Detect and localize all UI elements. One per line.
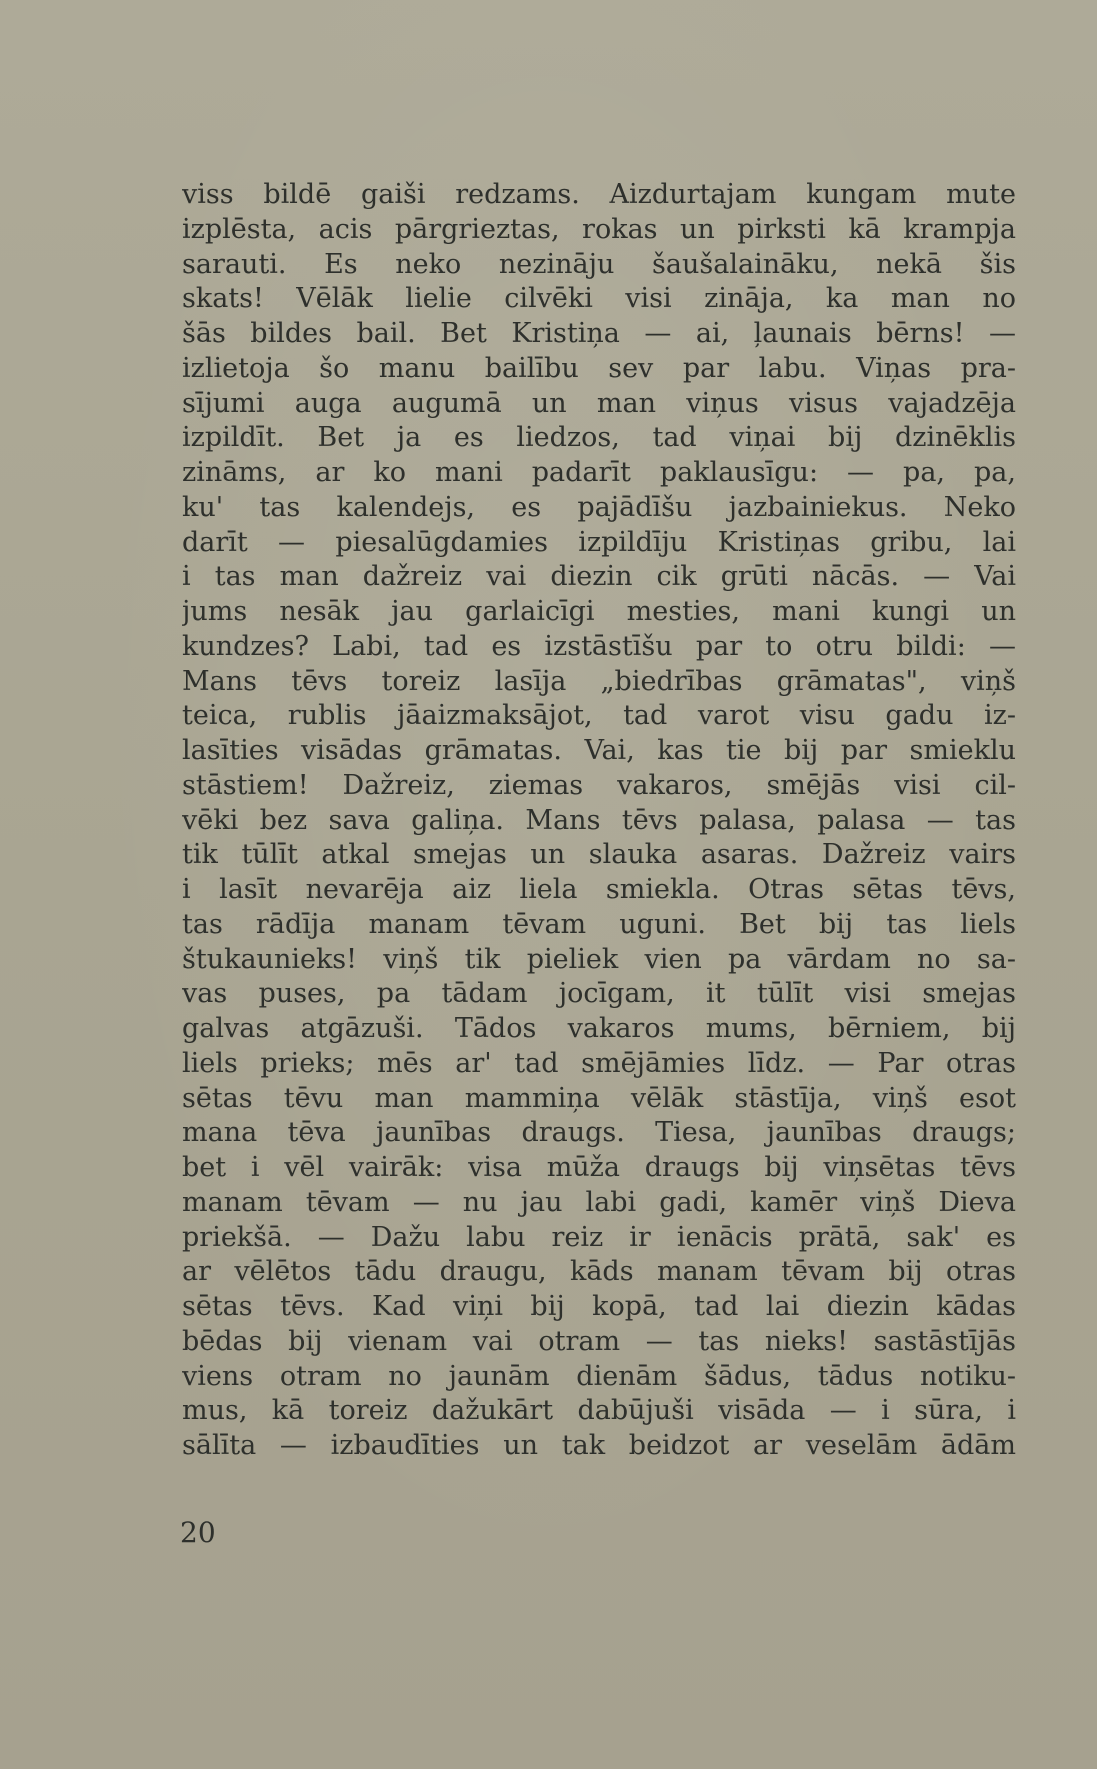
text-line: lasīties visādas grāmatas. Vai, kas tie bij par smieklu bbox=[182, 735, 1016, 766]
text-line: sētas tēvu man mammiņa vēlāk stāstīja, viņš esot bbox=[182, 1082, 1016, 1114]
text-line: teica, rublis jāaizmaksājot, tad varot visu gadu iz- bbox=[182, 700, 1016, 732]
text-line: liels prieks; mēs ar' tad smējāmies līdz. — Par otras bbox=[182, 1047, 1016, 1079]
text-line: izlietoja šo manu bailību sev par labu. Viņas pra- bbox=[182, 352, 1016, 384]
text-line: sālīta — izbaudīties un tak beidzot ar veselām ādām bbox=[182, 1430, 1016, 1461]
text-line: jums nesāk jau garlaicīgi mesties, mani kungi un bbox=[182, 596, 1016, 627]
text-line: šās bildes bail. Bet Kristiņa — ai, ļaunais bērns! — bbox=[182, 318, 1016, 349]
text-line: ar vēlētos tādu draugu, kāds manam tēvam bij otras bbox=[182, 1256, 1016, 1288]
text-line: štukaunieks! viņš tik pieliek vien pa vārdam no sa- bbox=[182, 943, 1016, 975]
text-line: i tas man dažreiz vai diezin cik grūti nācās. — Vai bbox=[182, 561, 1016, 593]
text-line: Mans tēvs toreiz lasīja „biedrības grāmatas", viņš bbox=[182, 665, 1016, 697]
text-line: i lasīt nevarēja aiz liela smiekla. Otras sētas tēvs, bbox=[182, 874, 1016, 905]
text-line: sētas tēvs. Kad viņi bij kopā, tad lai diezin kādas bbox=[182, 1291, 1016, 1322]
text-line: viss bildē gaiši redzams. Aizdurtajam kungam mute bbox=[182, 179, 1016, 210]
text-line: viens otram no jaunām dienām šādus, tādus notiku- bbox=[182, 1360, 1016, 1392]
text-line: tik tūlīt atkal smejas un slauka asaras. Dažreiz vairs bbox=[182, 839, 1016, 871]
text-line: bet i vēl vairāk: visa mūža draugs bij viņsētas tēvs bbox=[182, 1152, 1016, 1183]
text-line: bēdas bij vienam vai otram — tas nieks! sastāstījās bbox=[182, 1325, 1016, 1357]
text-line: vēki bez sava galiņa. Mans tēvs palasa, palasa — tas bbox=[182, 804, 1016, 836]
text-line: sījumi auga augumā un man viņus visus vajadzēja bbox=[182, 387, 1016, 419]
text-line: manam tēvam — nu jau labi gadi, kamēr viņš Dieva bbox=[182, 1186, 1016, 1218]
text-line: skats! Vēlāk lielie cilvēki visi zināja, ka man no bbox=[182, 283, 1016, 315]
text-line: izplēsta, acis pārgrieztas, rokas un pirksti kā krampja bbox=[182, 213, 1016, 245]
text-line: darīt — piesalūgdamies izpildīju Kristiņas gribu, lai bbox=[182, 526, 1016, 558]
text-line: sarauti. Es neko nezināju šaušalaināku, nekā šis bbox=[182, 248, 1016, 280]
text-line: priekšā. — Dažu labu reiz ir ienācis prātā, sak' es bbox=[182, 1221, 1016, 1253]
text-line: ku' tas kalendejs, es pajādīšu jazbainiekus. Neko bbox=[182, 491, 1016, 523]
text-line: kundzes? Labi, tad es izstāstīšu par to otru bildi: — bbox=[182, 630, 1016, 662]
text-line: zināms, ar ko mani padarīt paklausīgu: — pa, pa, bbox=[182, 457, 1016, 488]
body-text bbox=[182, 178, 1016, 1464]
text-line: tas rādīja manam tēvam uguni. Bet bij tas liels bbox=[182, 908, 1016, 940]
text-line: izpildīt. Bet ja es liedzos, tad viņai bij dzinēklis bbox=[182, 422, 1016, 454]
text-line: galvas atgāzuši. Tādos vakaros mums, bērniem, bij bbox=[182, 1013, 1016, 1044]
text-line: mus, kā toreiz dažukārt dabūjuši visāda — i sūra, i bbox=[182, 1395, 1016, 1427]
text-line: vas puses, pa tādam jocīgam, it tūlīt visi smejas bbox=[182, 978, 1016, 1010]
page-number: 20 bbox=[180, 1516, 216, 1549]
text-line: mana tēva jaunības draugs. Tiesa, jaunības draugs; bbox=[182, 1117, 1016, 1149]
text-line: stāstiem! Dažreiz, ziemas vakaros, smējās visi cil- bbox=[182, 769, 1016, 801]
